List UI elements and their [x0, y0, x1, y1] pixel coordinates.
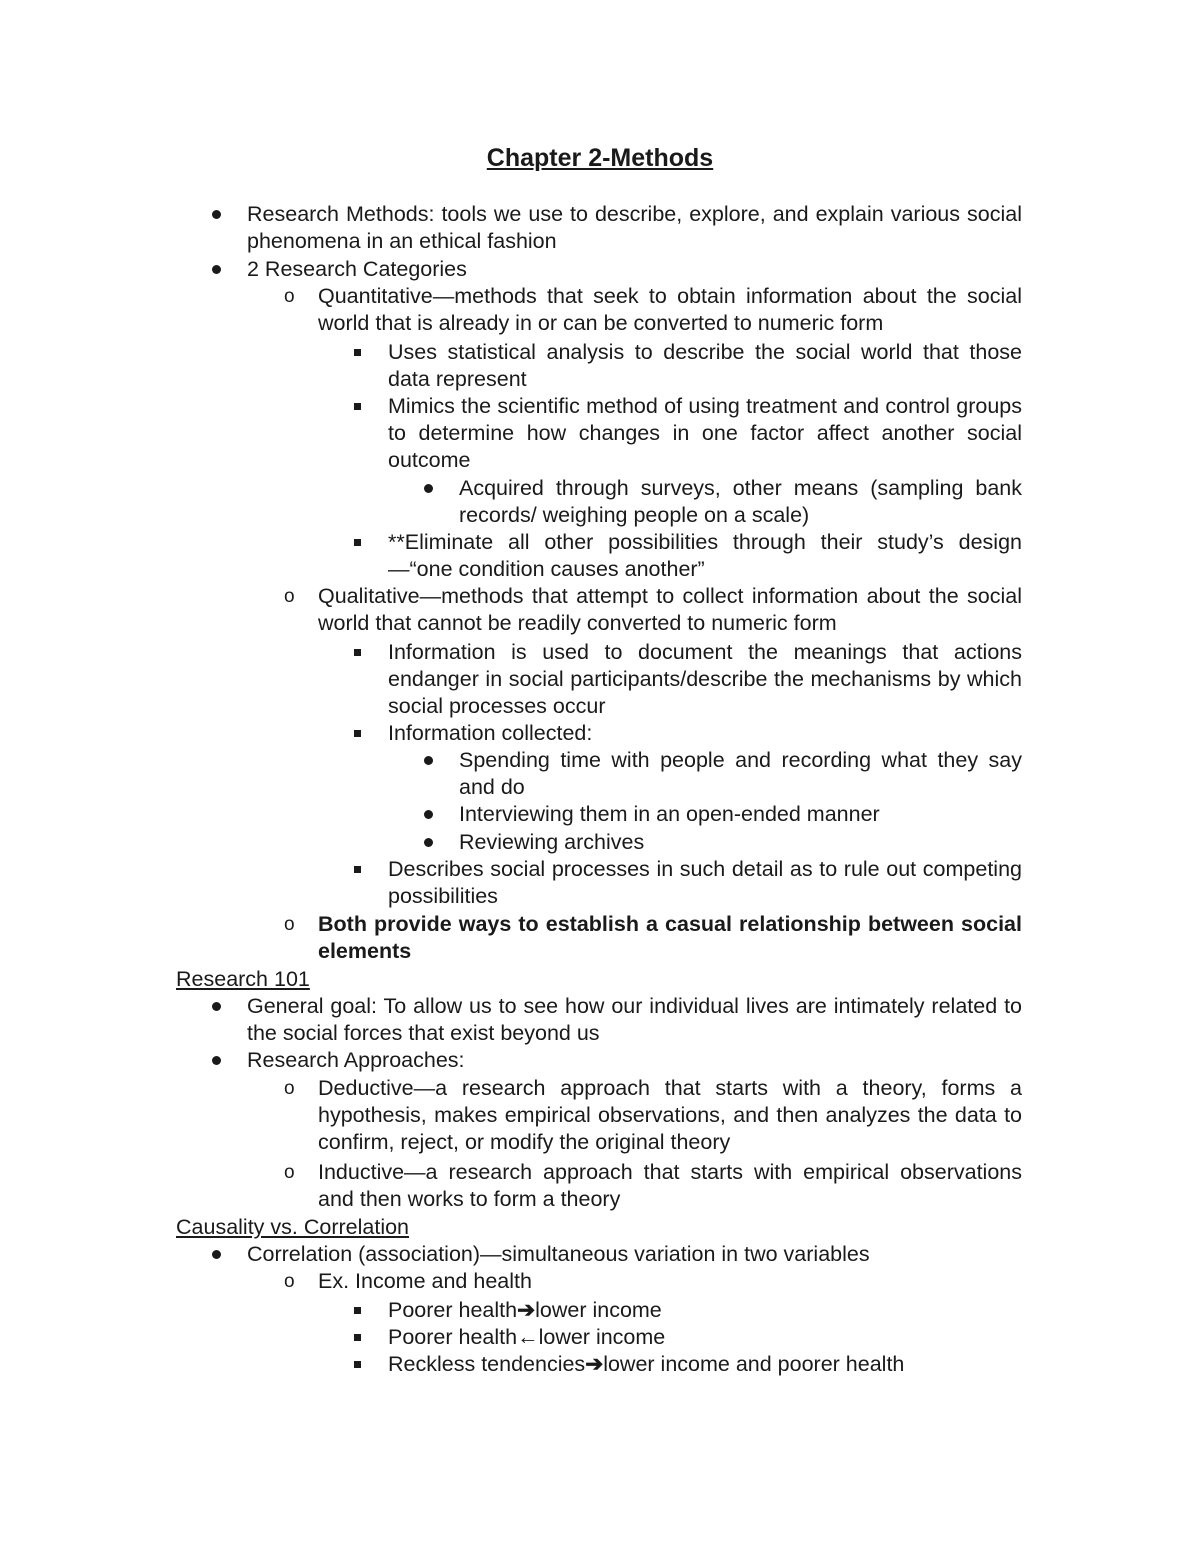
circle-bullet-icon: o — [284, 1078, 295, 1099]
bullet-dot-icon — [212, 256, 221, 274]
section-heading-causality: Causality vs. Correlation — [176, 1215, 410, 1239]
bullet-dot-icon — [424, 801, 433, 819]
square-bullet-icon — [354, 639, 361, 656]
list-item: Describes social processes in such detail as to rule out competing possibilities — [388, 857, 1022, 908]
bullet-dot-icon — [212, 201, 221, 219]
list-item: **Eliminate all other possibilities through their study’s design —“one condition causes another” — [388, 530, 1022, 581]
list-item: Poorer health➔lower income — [388, 1298, 662, 1322]
bullet-dot-icon — [212, 1241, 221, 1259]
circle-bullet-icon: o — [284, 1271, 295, 1292]
list-item: Information collected: — [388, 721, 593, 745]
circle-bullet-icon: o — [284, 586, 295, 607]
square-bullet-icon — [354, 720, 361, 737]
square-bullet-icon — [354, 856, 361, 873]
list-item: Research Methods: tools we use to describe, explore, and explain various social phenomena in an ethical fashion — [247, 202, 1022, 253]
list-item: Ex. Income and health — [318, 1269, 532, 1293]
bullet-dot-icon — [424, 747, 433, 765]
circle-bullet-icon: o — [284, 1162, 295, 1183]
bullet-dot-icon — [424, 829, 433, 847]
circle-bullet-icon: o — [284, 286, 295, 307]
list-item: Quantitative—methods that seek to obtain information about the social world that is already in or can be converted to numeric form — [318, 284, 1022, 335]
list-item: Reckless tendencies➔lower income and poorer health — [388, 1352, 905, 1376]
bullet-dot-icon — [212, 1047, 221, 1065]
left-arrow-icon: ← — [517, 1325, 539, 1349]
section-heading-research-101: Research 101 — [176, 967, 310, 991]
square-bullet-icon — [354, 529, 361, 546]
list-item: Poorer health←lower income — [388, 1325, 666, 1349]
list-item: 2 Research Categories — [247, 257, 467, 281]
list-item: Reviewing archives — [459, 830, 645, 854]
list-item: Acquired through surveys, other means (sampling bank records/ weighing people on a scale) — [459, 476, 1022, 527]
page-title: Chapter 2-Methods — [486, 144, 714, 172]
list-item: Deductive—a research approach that starts with a theory, forms a hypothesis, makes empirical observations, and then analyzes the data to confirm, reject, or modify the original theory — [318, 1076, 1022, 1154]
list-item: Information is used to document the meanings that actions endanger in social participants/describe the mechanisms by which social processes occur — [388, 640, 1022, 718]
list-item: Interviewing them in an open-ended manner — [459, 802, 880, 826]
square-bullet-icon — [354, 1351, 361, 1368]
square-bullet-icon — [354, 1297, 361, 1314]
bullet-dot-icon — [212, 993, 221, 1011]
square-bullet-icon — [354, 1324, 361, 1341]
list-item: Correlation (association)—simultaneous variation in two variables — [247, 1242, 870, 1266]
list-item: General goal: To allow us to see how our individual lives are intimately related to the social forces that exist beyond us — [247, 994, 1022, 1045]
list-item: Spending time with people and recording what they say and do — [459, 748, 1022, 799]
circle-bullet-icon: o — [284, 914, 295, 935]
right-arrow-icon: ➔ — [585, 1352, 604, 1376]
right-arrow-icon: ➔ — [517, 1298, 536, 1322]
list-item: Inductive—a research approach that starts with empirical observations and then works to form a theory — [318, 1160, 1022, 1211]
square-bullet-icon — [354, 393, 361, 410]
list-item: Both provide ways to establish a casual relationship between social elements — [318, 912, 1022, 963]
list-item: Uses statistical analysis to describe the social world that those data represent — [388, 340, 1022, 391]
list-item: Mimics the scientific method of using treatment and control groups to determine how changes in one factor affect another social outcome — [388, 394, 1022, 472]
list-item: Qualitative—methods that attempt to collect information about the social world that cannot be readily converted to numeric form — [318, 584, 1022, 635]
bullet-dot-icon — [424, 475, 433, 493]
list-item: Research Approaches: — [247, 1048, 465, 1072]
square-bullet-icon — [354, 339, 361, 356]
